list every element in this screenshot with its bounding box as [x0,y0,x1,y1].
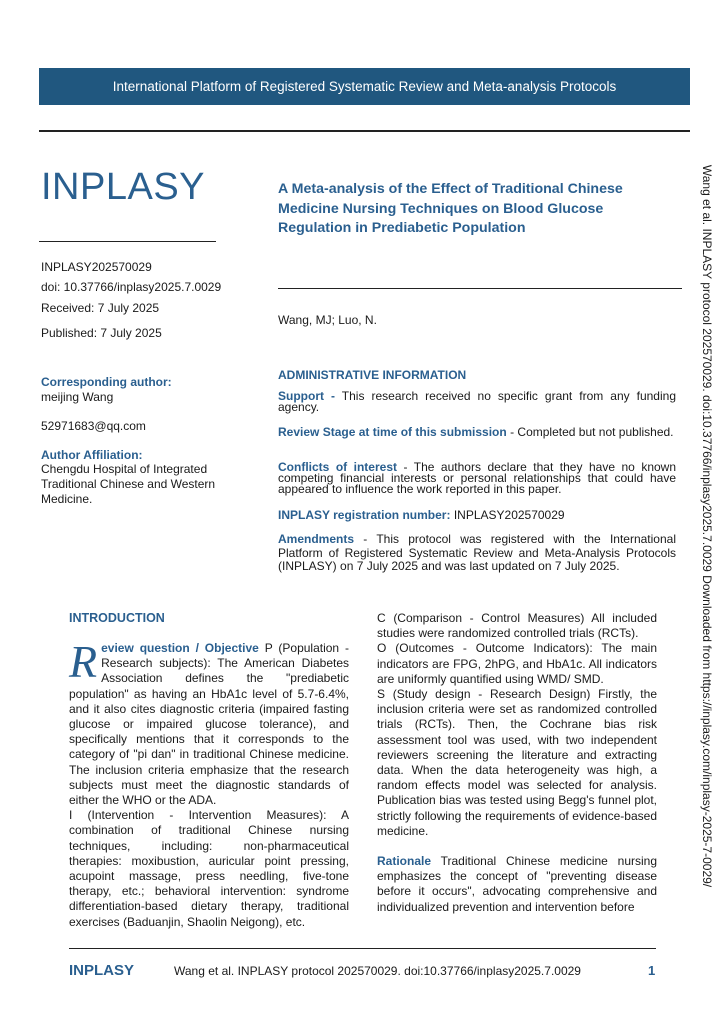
rationale-label: Rationale [377,854,432,869]
intervention-paragraph: I (Intervention - Intervention Measures): A combination of traditional Chinese nursing techniques, including: non-pharmaceutical therapies: moxibustion, auricular point pressing, acupoint massage, press needling, five-tone therapy, etc.; behavioral intervention: syndrome differentiation-based dietary therapy, traditional exercises (Baduanjin, Shaolin Neigong), etc. [69,808,349,929]
article-title: A Meta-analysis of the Effect of Traditional Chinese Medicine Nursing Techniques on Blood Glucose Regulation in Prediabetic Population [278,181,623,236]
registration-number [278,510,676,521]
protocol-id: INPLASY202570029 [41,260,152,274]
conflicts-label: Conflicts of interest [278,460,397,474]
conflicts-statement [278,462,676,495]
rationale-paragraph [377,854,657,915]
dropcap: R [69,636,98,687]
registration-label: INPLASY registration number: [278,508,451,522]
review-stage-label: Review Stage at time of this submission [278,425,507,439]
amendments-statement [278,533,676,574]
review-question-text: P (Population - Research subjects): The American Diabetes Association defines the "prediabetic population" as having an HbA1c level of 5.7-6.4%, and it also cites diagnostic criteria (impaired fasting glucose or impaired glucose tolerance), and specifically mentions that it corresponds to the category of "pi dan" in traditional Chinese medicine. The inclusion criteria emphasize that the research subjects must meet the diagnostic standards of either the WHO or the ADA. [69,641,349,808]
logo-underline [39,241,216,242]
review-question-label: eview question / Objective [101,641,259,655]
amendments-label: Amendments [278,532,355,546]
support-text: This research received no specific grant from any funding agency. [278,389,676,414]
side-citation-text: Wang et al. INPLASY protocol 202570029. doi:10.37766/inplasy2025.7.0029 Downloaded from https://inplasy.com/inplasy-2025-7-0029/ [700,164,714,888]
outcomes-paragraph: O (Outcomes - Outcome Indicators): The main indicators are FPG, 2hPG, and HbA1c. All indicators are uniformly quantified using WMD/ SMD. [377,641,657,686]
affiliation-label: Author Affiliation: [41,448,143,462]
corresponding-author-email: 52971683@qq.com [41,419,146,433]
top-divider [39,130,690,132]
doi: doi: 10.37766/inplasy2025.7.0029 [41,280,222,294]
review-stage-statement [278,427,676,438]
amendments-text: - This protocol was registered with the International Platform of Registered Systematic Review and Meta-Analysis Protocols (INPLASY) on 7 July 2025 and was last updated on 7 July 2025. [278,532,676,573]
admin-heading: ADMINISTRATIVE INFORMATION [278,368,467,382]
review-stage-text: - Completed but not published. [510,425,674,439]
study-design-paragraph: S (Study design - Research Design) Firstly, the inclusion criteria were set as randomized controlled trials (RCTs). Then, the Cochrane bias risk assessment tool was used, with two independent reviewers screening the literature and extracting data. When the data heterogeneity was high, a random effects model was selected for analysis. Publication bias was tested using Begg's funnel plot, strictly following the requirements of evidence-based medicine. [377,687,657,838]
rationale-text: Traditional Chinese medicine nursing emphasizes the concept of "preventing disease before it occurs", advocating comprehensive and individualized prevention and intervention before [377,854,657,914]
author-list: Wang, MJ; Luo, N. [278,313,377,327]
inplasy-logo: INPLASY [41,166,206,208]
journal-banner [39,68,690,105]
side-citation [692,152,722,900]
support-statement [278,391,676,413]
corresponding-author-label: Corresponding author: [41,375,172,389]
published-date: Published: 7 July 2025 [41,326,162,340]
intro-column-left [69,636,349,930]
conflicts-text: - The authors declare that they have no known competing financial interests or personal relationships that could have appeared to influence the work reported in this paper. [278,460,677,496]
corresponding-author-name: meijing Wang [41,390,114,404]
intro-column-right [377,611,657,915]
introduction-heading: INTRODUCTION [69,611,165,625]
received-date: Received: 7 July 2025 [41,301,160,315]
footer-logo: INPLASY [69,962,135,979]
footer-citation: Wang et al. INPLASY protocol 202570029. doi:10.37766/inplasy2025.7.0029 [174,964,581,978]
support-label: Support - [278,389,335,403]
banner-text: International Platform of Registered Systematic Review and Meta-analysis Protocols [112,79,617,94]
comparison-paragraph: C (Comparison - Control Measures) All included studies were randomized controlled trials (RCTs). [377,611,657,641]
review-question-paragraph [69,636,349,808]
affiliation-text: Chengdu Hospital of Integrated Traditional Chinese and Western Medicine. [41,462,216,506]
registration-value: INPLASY202570029 [453,508,565,522]
title-underline [278,288,682,289]
footer-divider [69,948,656,949]
page-number: 1 [648,963,656,978]
